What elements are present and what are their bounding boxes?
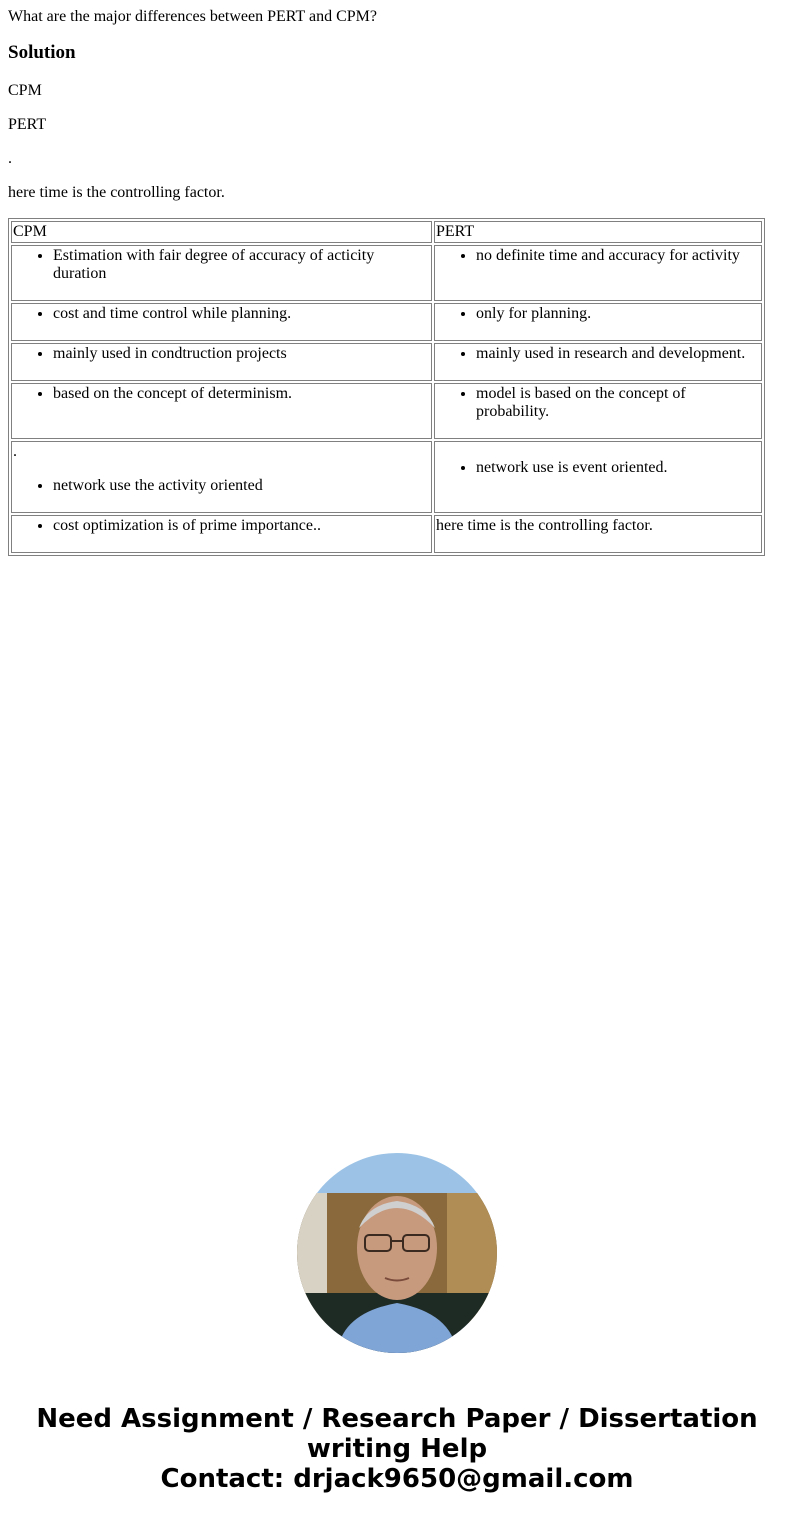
header-cpm: CPM — [11, 221, 432, 243]
list-item: • only for planning. — [476, 305, 760, 323]
list-item: • network use is event oriented. — [476, 459, 760, 477]
list-item: • cost optimization is of prime importance.. — [53, 517, 430, 535]
promo-contact: Contact: drjack9650@gmail.com — [160, 1464, 634, 1494]
promo-line-2: writing Help — [306, 1434, 488, 1464]
cell-dot-text: . — [13, 443, 17, 460]
author-avatar — [297, 1153, 497, 1353]
cell-text: here time is the controlling factor. — [436, 517, 653, 534]
list-item: • cost and time control while planning. — [53, 305, 430, 323]
intro-dot: . — [8, 150, 12, 167]
promo-banner — [0, 1404, 794, 1494]
pert-cell — [434, 303, 762, 341]
intro-controlling-factor: here time is the controlling factor. — [8, 184, 225, 201]
cpm-cell — [11, 441, 432, 513]
pert-cell — [434, 343, 762, 381]
table-row — [11, 343, 762, 381]
header-pert: PERT — [434, 221, 762, 243]
pert-cell — [434, 515, 762, 553]
list-item: • based on the concept of determinism. — [53, 385, 430, 403]
cpm-cell — [11, 303, 432, 341]
list-item: • mainly used in condtruction projects — [53, 345, 430, 363]
cpm-pert-comparison-table — [8, 218, 765, 556]
cpm-cell — [11, 245, 432, 301]
solution-heading: Solution — [8, 42, 76, 63]
list-item: • model is based on the concept of probability. — [476, 385, 760, 421]
table-row — [11, 245, 762, 301]
cpm-cell — [11, 343, 432, 381]
author-portrait-image — [297, 1153, 497, 1353]
promo-line-1: Need Assignment / Research Paper / Dissertation — [36, 1404, 758, 1434]
table-row — [11, 303, 762, 341]
table-row — [11, 383, 762, 439]
question-text: What are the major differences between PERT and CPM? — [8, 8, 377, 25]
intro-cpm: CPM — [8, 82, 42, 99]
table-row — [11, 515, 762, 553]
pert-cell — [434, 441, 762, 513]
document-body — [8, 8, 786, 556]
list-item: • network use the activity oriented — [53, 477, 430, 495]
cpm-cell — [11, 383, 432, 439]
pert-cell — [434, 383, 762, 439]
table-header-row — [11, 221, 762, 243]
list-item: • mainly used in research and development. — [476, 345, 760, 363]
intro-pert: PERT — [8, 116, 47, 133]
list-item: • no definite time and accuracy for activity — [476, 247, 760, 265]
cpm-cell — [11, 515, 432, 553]
pert-cell — [434, 245, 762, 301]
list-item: • Estimation with fair degree of accuracy of acticity duration — [53, 247, 430, 283]
table-row — [11, 441, 762, 513]
